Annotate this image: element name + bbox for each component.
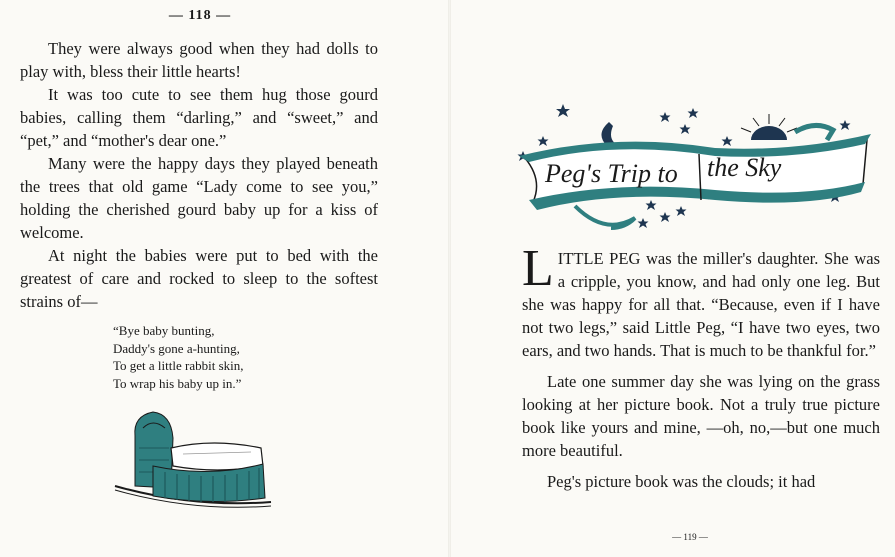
paragraph: At night the babies were put to bed with the greatest of care and rocked to sleep to the softest strains of— — [20, 246, 378, 311]
poem-line: To wrap his baby up in.” — [113, 375, 242, 391]
cradle-illustration — [113, 408, 273, 513]
poem-line: To get a little rabbit skin, — [113, 358, 244, 373]
paragraph: Late one summer day she was lying on the grass looking at her picture book. Not a truly true picture book like yours and mine, —oh, no,—but one much more beautiful. — [522, 372, 880, 460]
page-number-left: — 118 — — [168, 8, 232, 23]
right-text — [522, 240, 880, 493]
lullaby-poem — [113, 322, 244, 392]
banner-title-right: the Sky — [707, 153, 782, 182]
opening-text: ITTLE PEG was the miller's daughter. She was a cripple, you know, and had only one leg. But she was happy for all that. “Because, even if I have not two legs,” said Little Peg, “I have two eyes, two ears, and two hands. That is much to be thankful for.” — [522, 249, 880, 360]
paragraph: It was too cute to see them hug those gourd babies, calling them “darling,” and “sweet,” and “pet,” and “mother's dear one.” — [20, 85, 378, 150]
opening-paragraph — [522, 240, 880, 362]
left-text — [20, 37, 378, 313]
paragraph: Many were the happy days they played beneath the trees that old game “Lady come to see you,” holding the cherished gourd baby up for a kiss of welcome. — [20, 154, 378, 242]
poem-line: “Bye baby bunting, — [113, 323, 215, 338]
paragraph: Peg's picture book was the clouds; it had — [547, 472, 816, 491]
paragraph: They were always good when they had dolls to play with, bless their little hearts! — [20, 39, 378, 81]
chapter-banner — [515, 96, 875, 246]
page-number-right: — 119 — — [672, 532, 708, 542]
banner-title-left: Peg's Trip to — [545, 159, 678, 188]
drop-cap: L — [522, 240, 554, 297]
sun-icon — [741, 114, 797, 140]
poem-line: Daddy's gone a-hunting, — [113, 340, 240, 356]
